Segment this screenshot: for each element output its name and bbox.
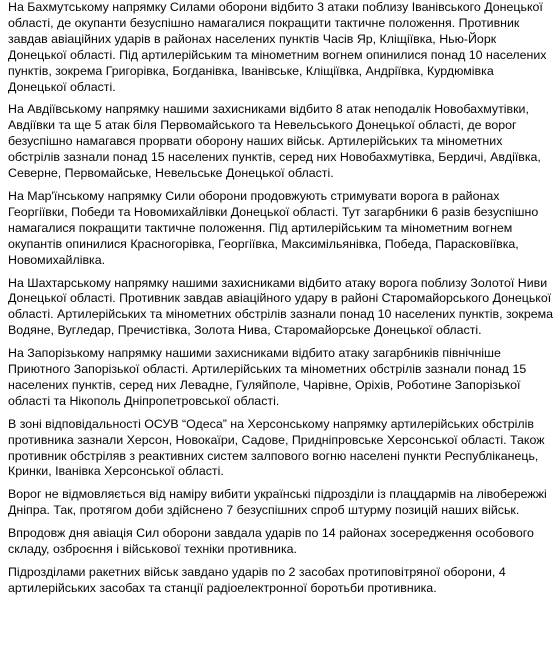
paragraph-dnipro-bridgeheads: Ворог не відмовляється від наміру вибити українські підрозділи із плацдармів на лівобережжі Дніпра. Так, протягом доби здійснено 7 безуспішних спроб штурму позицій наших військ. (8, 487, 547, 518)
paragraph-kherson: В зоні відповідальності ОСУВ “Одеса” на Херсонському напрямку артилерійських обстрілів противника зазнали Херсон, Новокаїри, Садове, Придніпровське Херсонської області. Також противник обстріляв з реактивних систем залпового вогню населені пункти Республіканець, Кринки, Іванівка Херсонської області. (8, 416, 545, 479)
paragraph-avdiivka: На Авдіївському напрямку нашими захисниками відбито 8 атак неподалік Новобахмутівки, Авдіївки та ще 5 атак біля Первомайського та Невельського Донецької області, де ворог безуспішно намагався прорвати оборону наших військ. Артилерійських та мінометних обстрілів зазнали понад 15 населених пунктів, серед них Новобахмутівка, Бердичі, Авдіївка, Северне, Первомайське, Невельське Донецької області. (8, 102, 541, 181)
paragraph-marinka: На Мар'їнському напрямку Сили оборони продовжують стримувати ворога в районах Георгіївки, Победи та Новомихайлівки Донецької області. Тут загарбники 6 разів безуспішно намагалися покращити тактичне положення. Під артилерійським та мінометним вогнем окупантів опинилися Красногорівка, Георгіївка, Максимільянівка, Победа, Парасковіївка, Новомихайлівка. (8, 188, 539, 267)
paragraph-missile-troops: Підрозділами ракетних військ завдано ударів по 2 засобах протиповітряної оборони, 4 артилерійських засобах та станції радіоелектронної боротьби противника. (8, 565, 506, 595)
paragraph-shakhtarsk: На Шахтарському напрямку нашими захисниками відбито атаку ворога поблизу Золотої Ниви Донецької області. Противник завдав авіаційного удару в районі Старомайорського Донецької області. Артилерійських та мінометних обстрілів зазнали понад 10 населених пунктів, зокрема Водяне, Вугледар, Пречистівка, Золота Нива, Старомайорське Донецької області. (8, 275, 554, 338)
paragraph-zaporizhzhia: На Запорізькому напрямку нашими захисниками відбито атаку загарбників північніше Приютного Запорізької області. Артилерійських та мінометних обстрілів зазнали понад 15 населених пунктів, серед них Левадне, Гуляйполе, Чарівне, Оріхів, Роботине Запорізької області та Нікополь Дніпропетровської області. (8, 346, 527, 408)
paragraph-bakhmut: На Бахмутському напрямку Силами оборони відбито 3 атаки поблизу Іванівського Донецької області, де окупанти безуспішно намагалися покращити тактичне положення. Противник завдав авіаційних ударів в районах населених пунктів Часів Яр, Кліщіївка, Нью-Йорк Донецької області. Під артилерійським та мінометним вогнем опинилися понад 10 населених пунктів, зокрема Григорівка, Богданівка, Іванівське, Кліщіївка, Андріївка, Курдюмівка Донецької області. (8, 0, 547, 94)
paragraph-aviation: Впродовж дня авіація Сил оборони завдала ударів по 14 районах зосередження особового складу, озброєння і військової техніки противника. (8, 526, 534, 557)
